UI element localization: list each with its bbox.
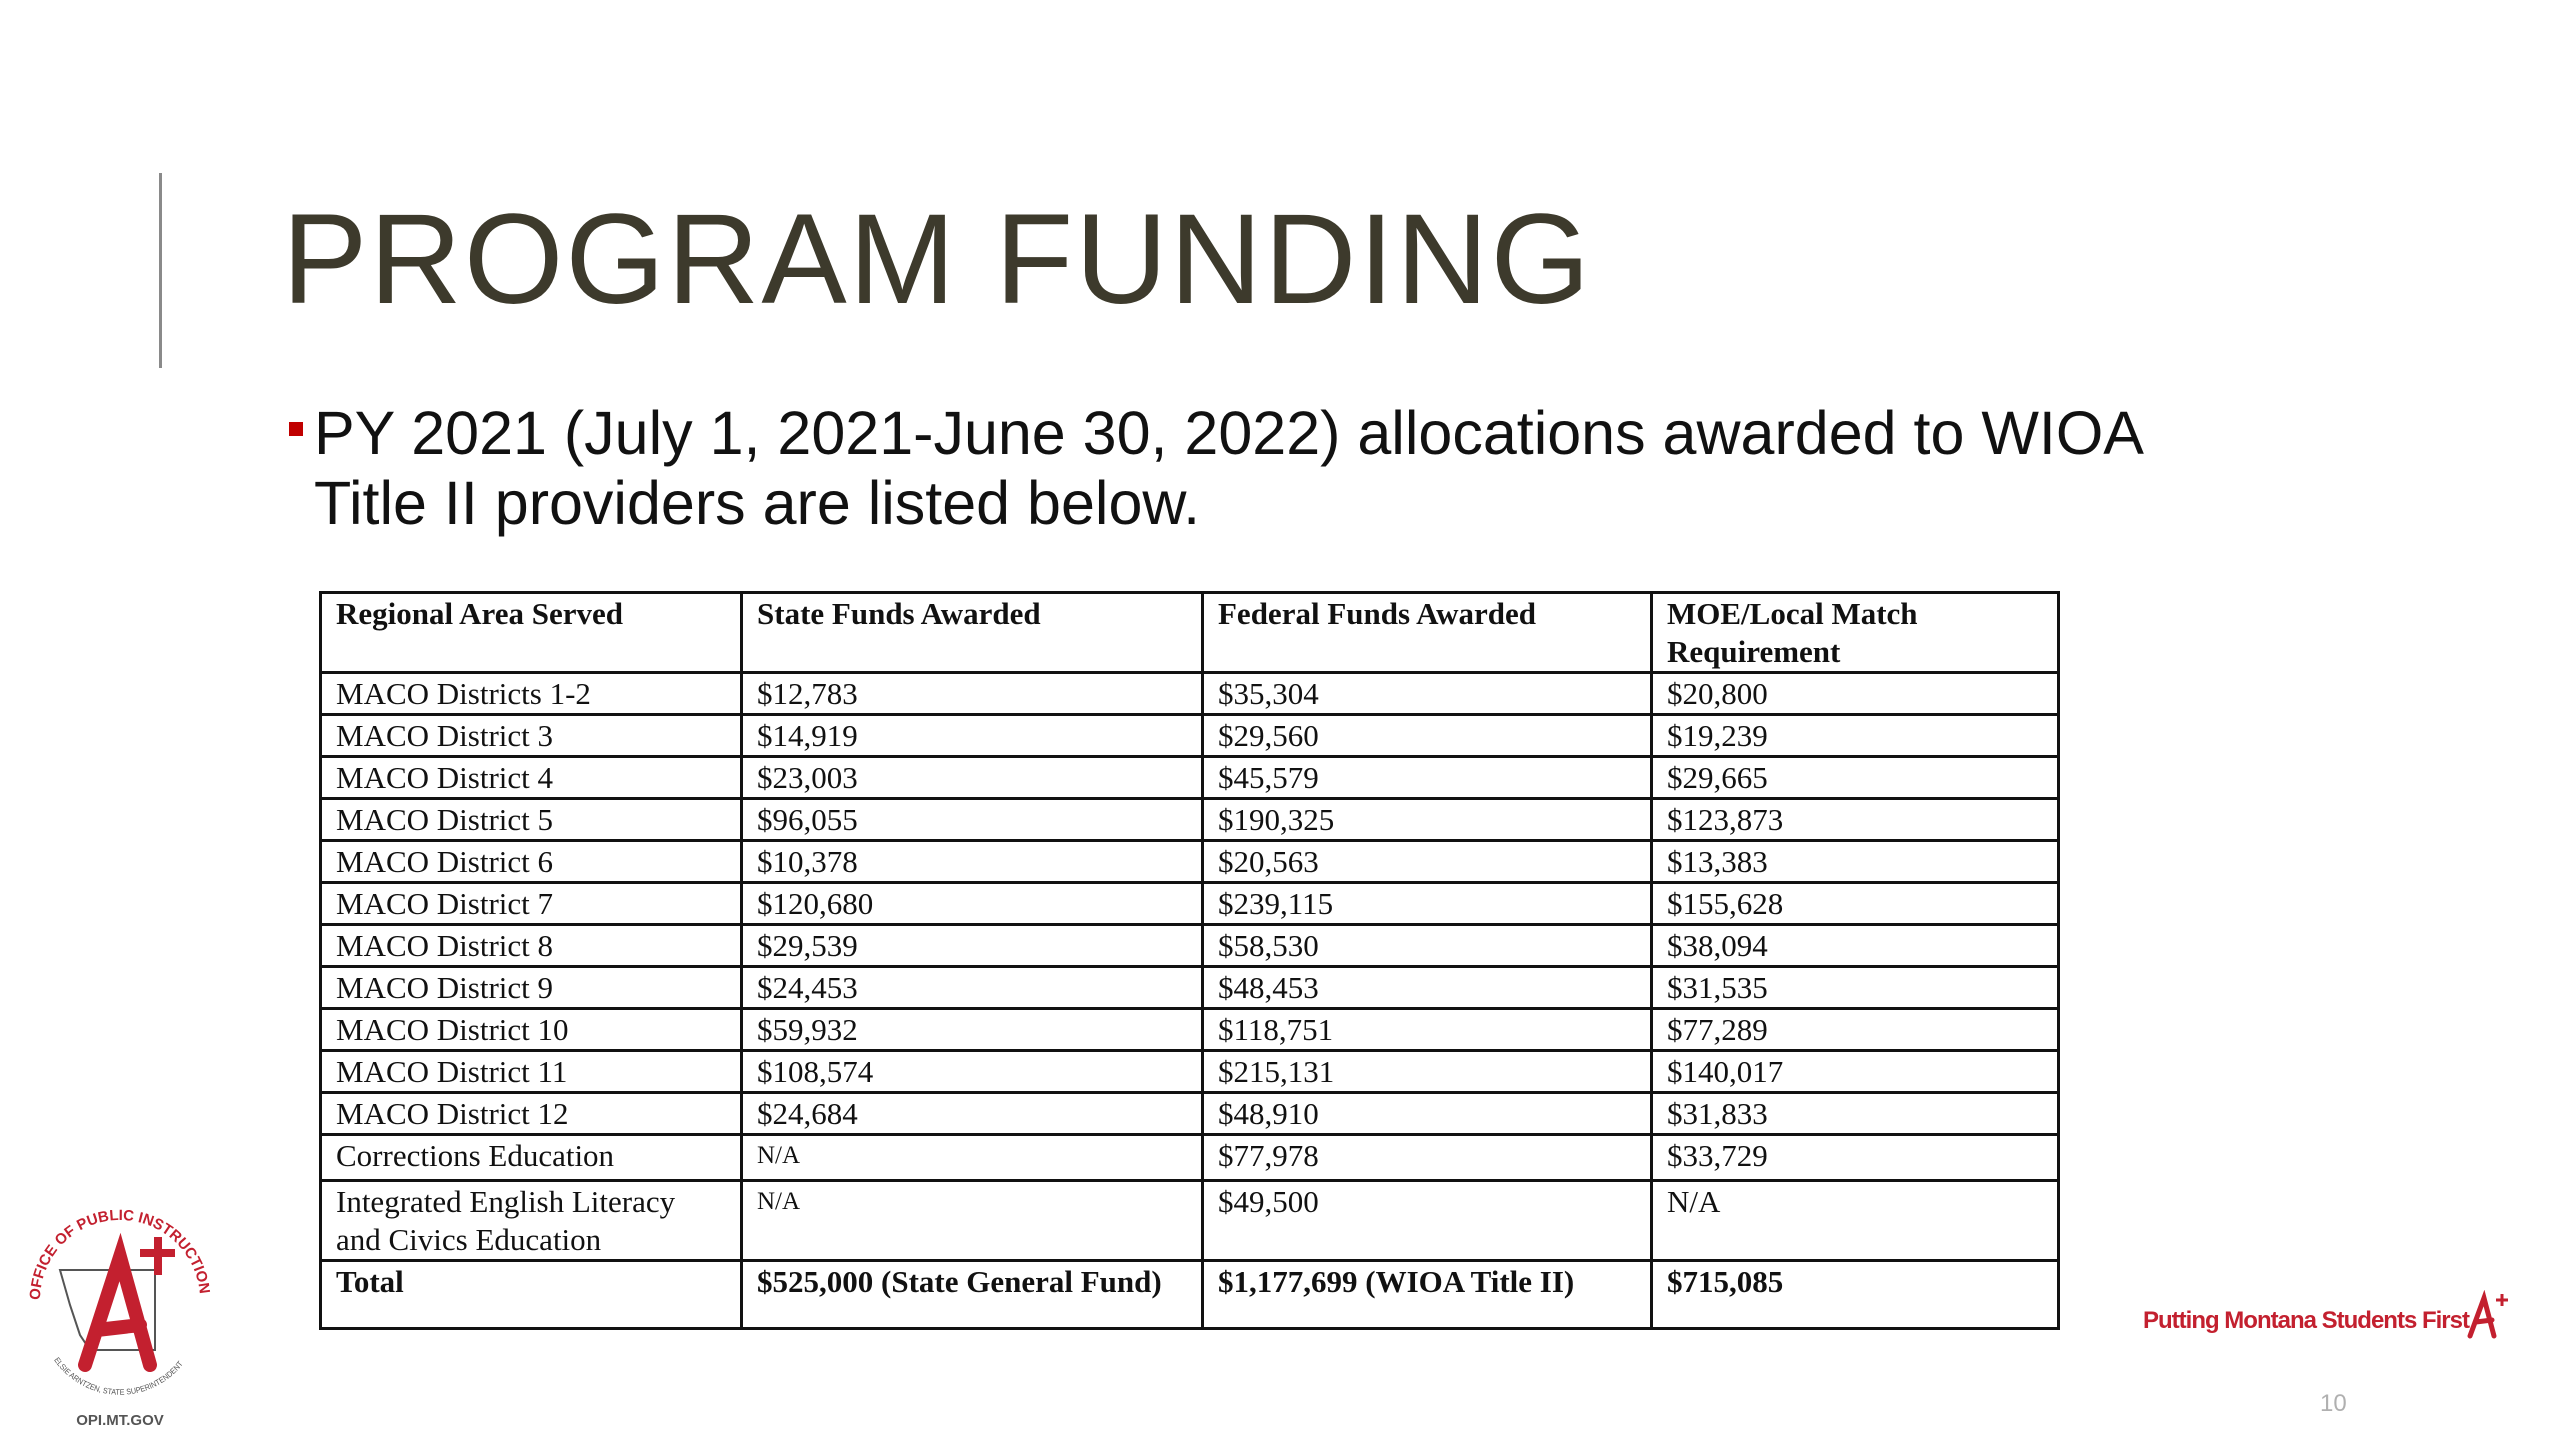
opi-logo [15, 1195, 225, 1435]
table-row [321, 715, 2059, 757]
table-header-row [321, 593, 2059, 673]
cell-moe-match: $29,665 [1652, 757, 2059, 799]
cell-moe-match: $77,289 [1652, 1009, 2059, 1051]
table-row [321, 1135, 2059, 1181]
table-row [321, 757, 2059, 799]
cell-federal-funds: $58,530 [1203, 925, 1652, 967]
cell-moe-match: $123,873 [1652, 799, 2059, 841]
funding-table [319, 591, 2060, 1330]
bullet-item [289, 398, 2189, 538]
cell-state-funds: $14,919 [742, 715, 1203, 757]
bullet-square-icon [289, 422, 303, 436]
table-row [321, 967, 2059, 1009]
table-row [321, 673, 2059, 715]
cell-federal-funds: $45,579 [1203, 757, 1652, 799]
page-number: 10 [2320, 1390, 2347, 1417]
cell-federal-funds: $29,560 [1203, 715, 1652, 757]
a-plus-icon [2462, 1290, 2512, 1340]
header-regional-area: Regional Area Served [321, 593, 742, 673]
cell-region: MACO District 11 [321, 1051, 742, 1093]
table-row [321, 925, 2059, 967]
cell-moe-match: $155,628 [1652, 883, 2059, 925]
cell-state-funds: $59,932 [742, 1009, 1203, 1051]
cell-region: MACO District 9 [321, 967, 742, 1009]
table-row [321, 1181, 2059, 1261]
svg-text:ELSIE ARNTZEN, STATE SUPERINTE: ELSIE ARNTZEN, STATE SUPERINTENDENT [52, 1355, 186, 1397]
cell-region: Corrections Education [321, 1135, 742, 1181]
cell-federal-funds: $35,304 [1203, 673, 1652, 715]
slogan-text: Putting Montana Students First [2143, 1307, 2469, 1334]
cell-state-funds: $24,453 [742, 967, 1203, 1009]
cell-federal-funds: $48,910 [1203, 1093, 1652, 1135]
total-federal-funds: $1,177,699 (WIOA Title II) [1203, 1261, 1652, 1329]
cell-state-funds: $24,684 [742, 1093, 1203, 1135]
cell-region: MACO District 12 [321, 1093, 742, 1135]
cell-region: MACO District 4 [321, 757, 742, 799]
cell-state-funds: $120,680 [742, 883, 1203, 925]
cell-moe-match: $33,729 [1652, 1135, 2059, 1181]
cell-moe-match: $19,239 [1652, 715, 2059, 757]
table-row [321, 1051, 2059, 1093]
cell-region: Integrated English Literacy and Civics Education [321, 1181, 742, 1261]
header-moe-match: MOE/Local Match Requirement [1652, 593, 2059, 673]
total-region: Total [321, 1261, 742, 1329]
header-federal-funds: Federal Funds Awarded [1203, 593, 1652, 673]
cell-state-funds: $29,539 [742, 925, 1203, 967]
cell-region: MACO District 5 [321, 799, 742, 841]
table-row [321, 1009, 2059, 1051]
table-row [321, 883, 2059, 925]
cell-moe-match: $20,800 [1652, 673, 2059, 715]
cell-moe-match: $140,017 [1652, 1051, 2059, 1093]
table-row [321, 841, 2059, 883]
cell-state-funds: $10,378 [742, 841, 1203, 883]
cell-state-funds: N/A [742, 1181, 1203, 1261]
table-total-row [321, 1261, 2059, 1329]
cell-federal-funds: $239,115 [1203, 883, 1652, 925]
cell-region: MACO District 10 [321, 1009, 742, 1051]
cell-state-funds: $23,003 [742, 757, 1203, 799]
cell-federal-funds: $49,500 [1203, 1181, 1652, 1261]
cell-region: MACO District 6 [321, 841, 742, 883]
svg-text:OPI.MT.GOV: OPI.MT.GOV [76, 1412, 164, 1429]
total-state-funds: $525,000 (State General Fund) [742, 1261, 1203, 1329]
cell-federal-funds: $118,751 [1203, 1009, 1652, 1051]
cell-region: MACO Districts 1-2 [321, 673, 742, 715]
cell-moe-match: $31,535 [1652, 967, 2059, 1009]
cell-federal-funds: $20,563 [1203, 841, 1652, 883]
table-row [321, 1093, 2059, 1135]
cell-federal-funds: $77,978 [1203, 1135, 1652, 1181]
cell-region: MACO District 8 [321, 925, 742, 967]
cell-moe-match: $31,833 [1652, 1093, 2059, 1135]
total-moe-match: $715,085 [1652, 1261, 2059, 1329]
cell-moe-match: $38,094 [1652, 925, 2059, 967]
table-row [321, 799, 2059, 841]
title-accent-line [159, 173, 162, 368]
cell-state-funds: N/A [742, 1135, 1203, 1181]
cell-state-funds: $12,783 [742, 673, 1203, 715]
cell-state-funds: $108,574 [742, 1051, 1203, 1093]
cell-region: MACO District 3 [321, 715, 742, 757]
slide-title: PROGRAM FUNDING [282, 188, 1592, 331]
cell-federal-funds: $215,131 [1203, 1051, 1652, 1093]
cell-moe-match: $13,383 [1652, 841, 2059, 883]
cell-federal-funds: $48,453 [1203, 967, 1652, 1009]
svg-text:OFFICE OF PUBLIC INSTRUCTION: OFFICE OF PUBLIC INSTRUCTION [26, 1206, 213, 1301]
cell-federal-funds: $190,325 [1203, 799, 1652, 841]
bullet-text: PY 2021 (July 1, 2021-June 30, 2022) allocations awarded to WIOA Title II providers are listed below. [314, 399, 2141, 537]
cell-state-funds: $96,055 [742, 799, 1203, 841]
cell-region: MACO District 7 [321, 883, 742, 925]
cell-moe-match: N/A [1652, 1181, 2059, 1261]
header-state-funds: State Funds Awarded [742, 593, 1203, 673]
